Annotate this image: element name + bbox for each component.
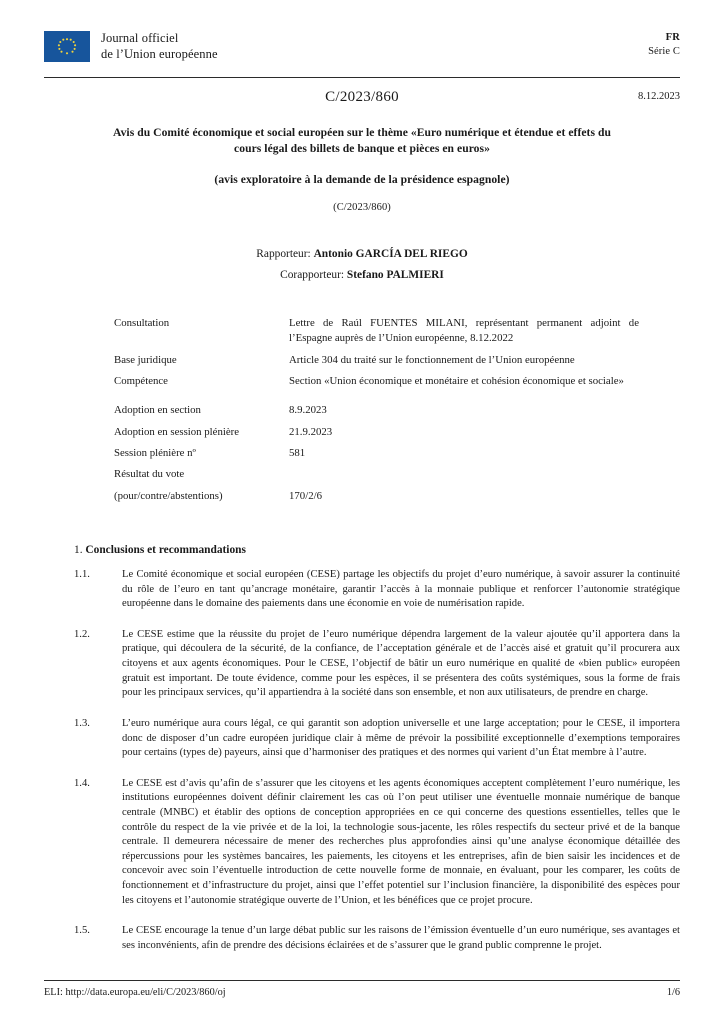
meta-value: Lettre de Raúl FUENTES MILANI, représentant permanent adjoint de l’Espagne auprès de l’Union européenne, 8.12.2022 [289,317,639,345]
paragraph-number: 1.2. [74,628,90,640]
rapporteurs-block [44,244,680,286]
document-number: C/2023/860 [325,89,399,105]
eli-link[interactable]: ELI: http://data.europa.eu/eli/C/2023/860/oj [44,987,226,998]
meta-value: 8.9.2023 [289,404,327,417]
paragraph [74,924,680,953]
journal-title-line2: de l’Union européenne [101,47,218,61]
table-row [114,446,650,461]
page-number: 1/6 [666,987,680,998]
table-row [114,403,650,418]
masthead [44,0,680,70]
paragraph [74,568,680,612]
page-footer [44,980,680,998]
meta-value: 170/2/6 [289,489,322,502]
paragraph-text: Le CESE estime que la réussite du projet de l’euro numérique dépendra largement de la valeur ajoutée qu’il apportera dans la pratique, qui découlera de la sécurité, de la confiance, de l’acceptation générale et de l’accès aisé et gratuit qu’il procurera aux citoyens et aux agents économiques. Pour le CESE, l’objectif de bâtir un euro numérique en qualité de «bien public» européen gratuit est important. De toute évidence, comme pour les espèces, il se présentera des coûts systémiques, sous la forme de frais pour les principaux services, qu’il appartiendra à la société dans son ensemble, et non aux utilisateurs, de prendre en charge. [122,628,680,699]
corapporteur-name: Stefano PALMIERI [346,269,444,281]
meta-label: Session plénière nº [114,447,196,460]
title-block [44,125,680,213]
page-subtitle: (avis exploratoire à la demande de la présidence espagnole) [214,172,510,186]
meta-value: Article 304 du traité sur le fonctionnement de l’Union européenne [289,353,575,366]
publication-date: 8.12.2023 [638,91,680,102]
section-title: Conclusions et recommandations [85,544,246,557]
meta-label: Adoption en section [114,404,201,417]
table-row [114,425,650,440]
meta-label: Base juridique [114,353,177,366]
meta-value: 581 [289,447,306,460]
meta-label: Compétence [114,375,168,388]
paragraph-text: Le Comité économique et social européen (CESE) partage les objectifs du projet d’euro numérique, à savoir assurer la continuité du rôle de l’euro en tant qu’ancrage monétaire, garantir l’accès à la monnaie publique et renforcer l’autonomie stratégique européenne dans le domaine des paiements dans une économie en voie de numérisation rapide. [122,569,680,610]
meta-label: (pour/contre/abstentions) [114,489,223,502]
meta-label: Résultat du vote [114,468,185,481]
section-number: 1. [74,544,83,557]
language-code: FR [665,32,680,43]
paragraph-number: 1.3. [74,717,90,729]
paragraph-number: 1.4. [74,777,90,789]
paragraph [74,777,680,908]
rapporteur-line [44,244,680,265]
table-row [114,374,650,389]
paragraph-text: Le CESE est d’avis qu’afin de s’assurer que les citoyens et les agents économiques acceptent complètement l’euro numérique, les institutions européennes doivent définir clairement les cas où l’on peut utiliser une éventuelle monnaie numérique de banque centrale (MNBC) et établir des options de conception appropriées en ce qui concerne des questions essentielles, telles que le contrôle du respect de la vie privée et de la loi, la technologie sous-jacente, les rôles respectifs du secteur privé et de la banque centrale. Il demeurera nécessaire de mener des recherches plus approfondies ainsi qu’une analyse économique détaillée des répercussions pour les systèmes bancaires, les paiements, les citoyens et les entreprises, afin de bien saisir les incidences et de concevoir avec soin l’éventuelle introduction de cette nouvelle forme de monnaie, en évaluant, pour les comparer, les coûts de fonctionnement et d’infrastructure du projet, ainsi que l’effet potentiel sur l’inclusion financière, la disponibilité des espèces pour les citoyens et l’autonomie stratégique ouverte de l’Union, et les bénéfices que ce projet procure. [122,777,680,906]
series-label: Série C [648,45,680,57]
masthead-left [44,30,218,62]
corapporteur-line [44,265,680,286]
table-row [114,489,650,504]
header-divider [44,77,680,78]
section-heading [74,544,680,556]
journal-title-line1: Journal officiel [101,31,179,45]
masthead-right [648,30,680,58]
meta-label: Adoption en session plénière [114,425,240,438]
table-row [114,467,650,482]
journal-title [101,30,218,62]
paragraph-number: 1.1. [74,569,90,581]
footer-content [44,987,680,998]
paragraph [74,717,680,761]
table-row [114,353,650,368]
page-title: Avis du Comité économique et social européen sur le thème «Euro numérique et étendue et effets du cours légal des billets de banque et pièces en euros» [113,126,611,156]
document-reference: (C/2023/860) [333,201,391,213]
paragraph-text: L’euro numérique aura cours légal, ce qui garantit son adoption universelle et une large acceptation; pour le CESE, il importera donc de disposer d’un cadre européen juridique clair à même de prévoir la possibilité exceptionnelle d’exemptions temporaires pour certains (types de) payeurs, ainsi que d’harmoniser des pratiques et des normes qui varient d’un État membre à l’autre. [122,717,680,759]
document-number-row [44,89,680,109]
meta-value: Section «Union économique et monétaire et cohésion économique et sociale» [289,375,624,388]
document-body [44,544,680,953]
rapporteur-name: Antonio GARCÍA DEL RIEGO [313,247,468,260]
meta-value: 21.9.2023 [289,425,333,438]
corapporteur-label: Corapporteur: [280,269,345,281]
paragraph [74,628,680,701]
meta-label: Consultation [114,317,170,330]
paragraph-number: 1.5. [74,925,90,937]
rapporteur-label: Rapporteur: [256,247,311,260]
table-row [114,316,650,347]
metadata-table [44,316,680,504]
footer-divider [44,980,680,981]
paragraph-text: Le CESE encourage la tenue d’un large débat public sur les raisons de l’émission éventuelle d’un euro numérique, ses avantages et ses inconvénients, afin de prendre des décisions éclairées et de s’assurer que le grand public comprenne le projet. [122,925,680,951]
eu-flag-icon [44,31,90,62]
